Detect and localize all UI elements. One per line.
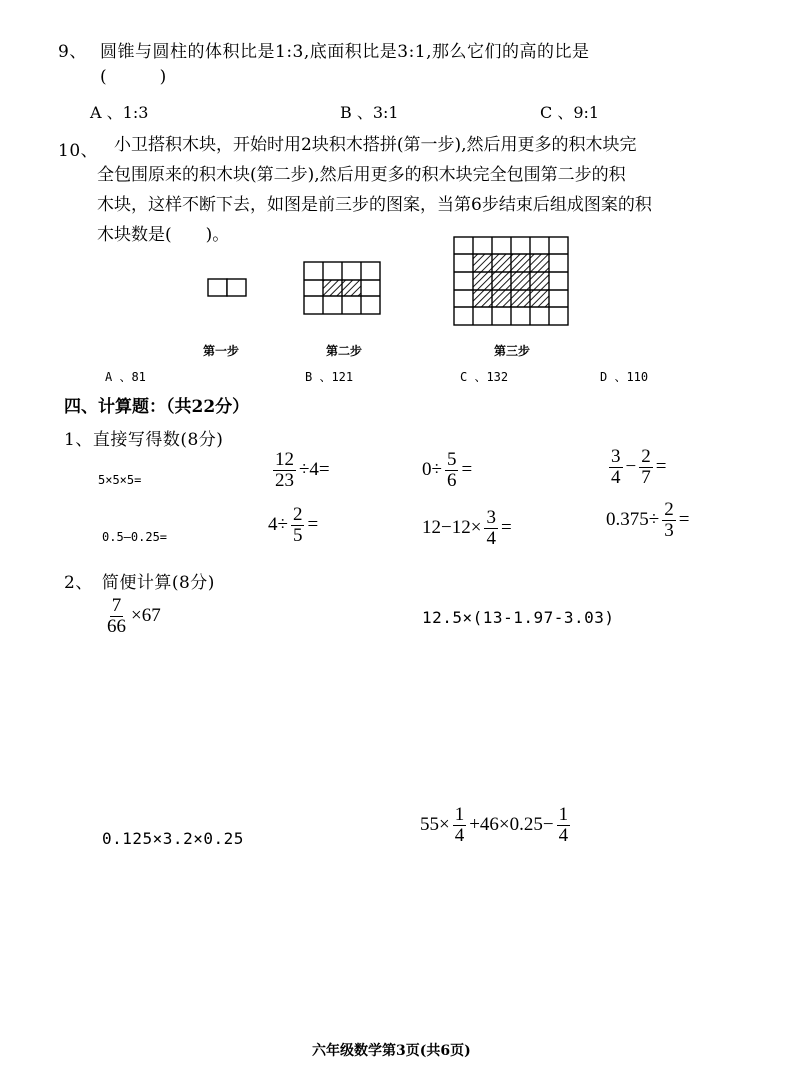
calc-1-4-numerator-2: 2 [641,446,651,467]
calc-2-1: 0.5—0.25= [102,530,168,544]
q10-line-4: 木块数是( )。 [97,225,230,245]
calc-2-4-denominator: 3 [664,519,674,541]
simplify-1-tail: ×67 [131,605,161,627]
step3-figure [454,237,568,325]
calc-2-3-tail: = [500,517,512,539]
q10-line-2: 全包围原来的积木块(第二步),然后用更多的积木块完全包围第二步的积 [97,165,626,185]
calc-2-2-tail: = [307,514,319,536]
calc-1-2-numerator: 12 [275,449,294,470]
calc-2-4-numerator: 2 [664,499,674,520]
calc-2-3-head: 12−12× [422,517,482,539]
simplify-4-numerator-1: 1 [454,804,465,825]
calc-1-2 [270,450,330,491]
simplify-4-denominator-1: 4 [454,824,465,846]
simplify-1 [102,596,161,637]
q10-option-b: B 、121 [305,370,354,384]
simplify-1-denominator: 66 [107,615,126,637]
q9-text: 圆锥与圆柱的体积比是1:3,底面积比是3:1,那么它们的高的比是 [100,42,590,62]
q9-blank: ( ) [100,67,167,87]
q10-option-d: D 、110 [600,370,649,384]
q9-option-b: B 、3:1 [340,103,399,122]
calc-1-1: 5×5×5= [98,473,142,487]
calc-1-3 [422,450,472,491]
calc-1-2-denominator: 23 [275,469,294,491]
calc-2-4-head: 0.375÷ [606,509,660,531]
calc-2-2-head: 4÷ [268,514,288,536]
calc-1-4 [606,447,666,488]
calc-2-2 [268,505,318,546]
part-2-title: 2、 简便计算(8分) [64,573,215,593]
q10-line-3: 木块，这样不断下去，如图是前三步的图案，当第6步结束后组成图案的积 [97,195,652,215]
calc-2-3-numerator: 3 [486,507,496,528]
caption-step-2: 第二步 [326,344,363,358]
simplify-3: 0.125×3.2×0.25 [102,829,244,848]
calc-2-2-numerator: 2 [292,504,303,525]
q9-number: 9、 [58,42,87,62]
step2-figure [304,262,380,314]
calc-1-4-operator: − [625,456,637,478]
part-1-title: 1、直接写得数(8分) [64,430,224,450]
q9-option-c: C 、9:1 [540,103,600,122]
caption-step-3: 第三步 [494,344,531,358]
calc-1-3-head: 0÷ [422,459,442,481]
q9-option-a: A 、1:3 [90,103,149,122]
simplify-4-head: 55× [420,814,450,836]
calc-1-4-denominator-2: 7 [641,466,651,488]
q10-option-c: C 、132 [460,370,509,384]
simplify-4 [420,805,573,846]
step1-figure [208,279,246,296]
simplify-4-numerator-2: 1 [558,804,569,825]
calc-1-4-numerator-1: 3 [611,446,621,467]
calc-2-2-denominator: 5 [292,524,303,546]
page-footer: 六年级数学第3页(共6页) [312,1043,471,1059]
simplify-4-denominator-2: 4 [558,824,569,846]
caption-step-1: 第一步 [203,344,240,358]
q10-option-a: A 、81 [105,370,146,384]
section-4-title: 四、计算题：（共22分） [64,397,250,417]
calc-2-3-denominator: 4 [486,527,496,549]
calc-1-2-tail: ÷4= [299,459,330,481]
simplify-1-numerator: 7 [111,595,122,616]
simplify-2: 12.5×(13-1.97-3.03) [422,608,615,627]
q10-number: 10、 [58,141,99,161]
calc-2-4 [606,500,689,541]
calc-1-4-denominator-1: 4 [611,466,621,488]
calc-1-3-denominator: 6 [446,469,457,491]
q10-line-1: 小卫搭积木块，开始时用2块积木搭拼(第一步),然后用更多的积木块完 [114,135,637,155]
simplify-4-mid: +46×0.25− [469,814,554,836]
block-figures [190,230,590,330]
calc-2-4-tail: = [678,509,690,531]
calc-1-3-tail: = [461,459,473,481]
calc-2-3 [422,508,512,549]
calc-1-3-numerator: 5 [446,449,457,470]
calc-1-4-tail: = [655,456,667,478]
